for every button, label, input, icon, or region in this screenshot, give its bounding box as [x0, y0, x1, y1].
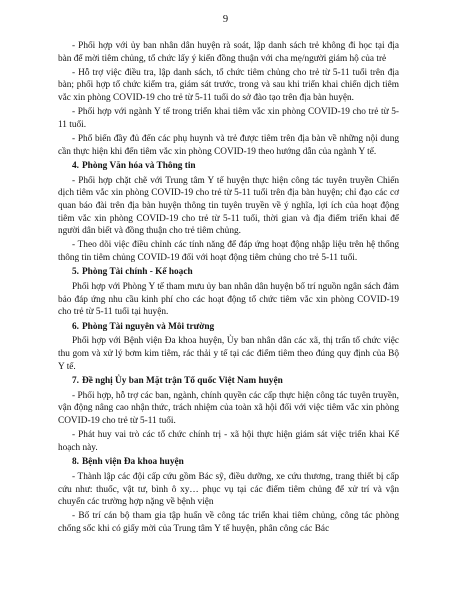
section-title: Bệnh viện Đa khoa huyện	[81, 457, 184, 468]
section-heading	[58, 375, 399, 388]
paragraph: Phối hợp với Bệnh viện Đa khoa huyện, Ủy ban nhân dân các xã, thị trấn tổ chức việc thu gom và xử lý bơm kim tiêm, rác thải y tế tại các điểm tiêm theo đúng quy định của Bộ Y tế.	[58, 336, 399, 372]
section-number: 7.	[72, 376, 79, 387]
section-title: Phòng Tài nguyên và Môi trường	[81, 321, 215, 332]
section-title: Phòng Tài chính - Kế hoạch	[81, 267, 193, 278]
section-title: Phòng Văn hóa và Thông tin	[81, 161, 196, 172]
paragraph: - Bố trí cán bộ tham gia tập huấn về công tác triển khai tiêm chủng, công tác phòng chống sốc khi có giấy mời của Trung tâm Y tế huyện, phân công các Bác	[58, 511, 399, 534]
paragraph: - Thành lập các đội cấp cứu gồm Bác sỹ, điều dưỡng, xe cứu thương, trang thiết bị cấp cứu như: thuốc, vật tư, bình ô xy… phục vụ tại các điểm tiêm chủng để xử trí và vận chuyển các trường hợp nặng về bệnh viện	[58, 471, 399, 508]
section-heading	[58, 321, 399, 334]
paragraph: - Phối hợp, hỗ trợ các ban, ngành, chính quyền các cấp thực hiện công tác tuyên truyền, vận động nâng cao nhận thức, trách nhiệm của toàn xã hội đối với việc tiêm vắc xin phòng COVID-19 cho trẻ từ 5-11 tuổi.	[58, 390, 399, 426]
document-body	[58, 40, 399, 537]
section-title: Đề nghị Ủy ban Mặt trận Tổ quốc Việt Nam huyện	[81, 376, 283, 387]
paragraph: - Phổ biến đầy đủ đến các phụ huynh và trẻ được tiêm trên địa bàn về những nội dung cần thực hiện khi đến tiêm vắc xin phòng COVID-19 theo hướng dẫn của ngành Y tế.	[58, 133, 399, 157]
section-heading	[58, 160, 399, 173]
section-number: 4.	[72, 161, 79, 172]
section-number: 8.	[72, 457, 79, 468]
paragraph: - Phối hợp chặt chẽ với Trung tâm Y tế huyện thực hiện công tác tuyên truyền Chiến dịch tiêm vắc xin phòng COVID-19 cho trẻ từ 5-11 tuổi trên địa bàn huyện; chỉ đạo các cơ quan báo đài trên địa bàn huyện thông tin tuyên truyền về ý nghĩa, lợi ích của hoạt động tiêm vắc xin phòng COVID-19 cho trẻ từ 5-11 tuổi, thời gian và địa điểm triển khai để người dân biết và đồng thuận cho trẻ tiêm chủng.	[58, 175, 399, 237]
section-number: 5.	[72, 267, 79, 278]
paragraph: Phối hợp với Phòng Y tế tham mưu ủy ban nhân dân huyện bố trí nguồn ngân sách đảm bảo đáp ứng nhu cầu kinh phí cho các hoạt động tổ chức tiêm vắc xin phòng COVID-19 cho trẻ từ 5-11 tuổi tại huyện.	[58, 282, 399, 318]
section-heading	[58, 266, 399, 279]
section-heading	[58, 456, 399, 469]
paragraph: - Theo dõi việc điều chỉnh các tính năng để đáp ứng hoạt động nhập liệu trên hệ thống thông tin tiêm chủng COVID-19 đối với hoạt động tiêm chủng cho trẻ 5-11 tuổi.	[58, 240, 399, 263]
paragraph: - Phối hợp với ủy ban nhân dân huyện rà soát, lập danh sách trẻ không đi học tại địa bàn để mời tiêm chủng, tổ chức lấy ý kiến đồng thuận với cha mẹ/người giám hộ của trẻ	[58, 41, 399, 64]
paragraph: - Phát huy vai trò các tổ chức chính trị - xã hội thực hiện giám sát việc triển khai Kế hoạch này.	[58, 430, 399, 453]
page-number: 9	[222, 14, 229, 25]
section-number: 6.	[72, 321, 79, 332]
paragraph: - Phối hợp với ngành Y tế trong triển khai tiêm vắc xin phòng COVID-19 cho trẻ từ 5-11 tuổi.	[58, 107, 399, 130]
paragraph: - Hỗ trợ việc điều tra, lập danh sách, tổ chức tiêm chủng cho trẻ từ 5-11 tuổi trên địa bàn; phối hợp tổ chức kiểm tra, giám sát trước, trong và sau khi triển khai chiến dịch tiêm vắc xin phòng COVID-19 cho trẻ từ 5-11 tuổi do sở đào tạo trên địa bàn huyện.	[58, 67, 399, 103]
